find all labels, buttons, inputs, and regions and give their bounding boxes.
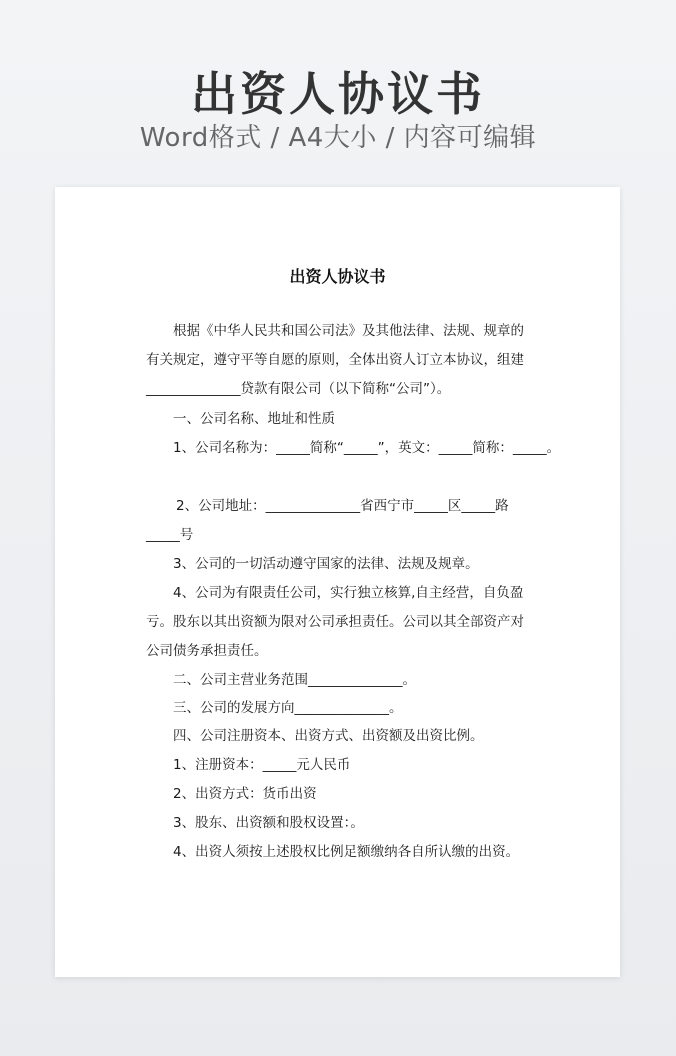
document-line: 根据《中华人民共和国公司法》及其他法律、法规、规章的 xyxy=(173,323,524,339)
document-line: 有关规定，遵守平等自愿的原则，全体出资人订立本协议，组建 xyxy=(146,352,524,368)
document-line: 2、公司地址：______________省西宁市_____区_____路 xyxy=(176,498,509,514)
document-line: 3、公司的一切活动遵守国家的法律、法规及规章。 xyxy=(173,556,479,572)
document-line: 2、出资方式：货币出资 xyxy=(173,786,317,802)
document-heading: 一、公司名称、地址和性质 xyxy=(173,411,335,427)
document-line: 4、出资人须按上述股权比例足额缴纳各自所认缴的出资。 xyxy=(173,844,520,860)
document-line: 亏。股东以其出资额为限对公司承担责任。公司以其全部资产对 xyxy=(146,614,524,630)
document-line: 3、股东、出资额和股权设置：。 xyxy=(173,815,364,831)
document-line: 1、注册资本：_____元人民币 xyxy=(173,757,351,773)
document-line: _____号 xyxy=(146,527,194,543)
document-line: 公司债务承担责任。 xyxy=(146,643,268,659)
banner-subtitle: Word格式 / A4大小 / 内容可编辑 xyxy=(139,123,537,153)
document-heading: 四、公司注册资本、出资方式、出资额及出资比例。 xyxy=(173,728,484,744)
document-heading: 二、公司主营业务范围______________。 xyxy=(173,672,416,688)
document-line: 4、公司为有限责任公司，实行独立核算,自主经营，自负盈 xyxy=(173,585,524,601)
document-title: 出资人协议书 xyxy=(289,267,386,286)
banner-title: 出资人协议书 xyxy=(191,67,485,121)
document-heading: 三、公司的发展方向______________。 xyxy=(173,700,403,716)
document-line: ______________贷款有限公司（以下简称“公司”）。 xyxy=(146,381,451,397)
document-page xyxy=(55,187,620,977)
document-line: 1、公司名称为：_____简称“_____”，英文：_____简称：_____。 xyxy=(173,440,561,456)
